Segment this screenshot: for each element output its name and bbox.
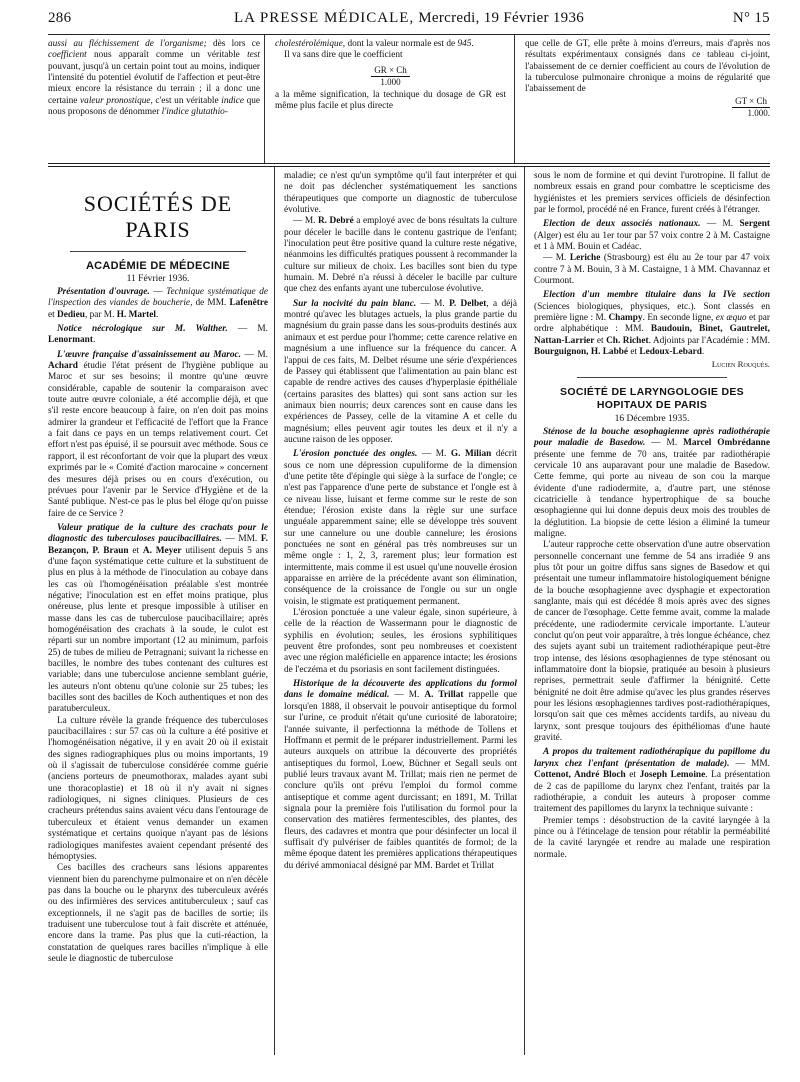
text-run: étudie l'état présent de l'hygiène publique au Maroc et sur ses besoins; il montre qu'une œuvre considérable, capable de soutenir la comparaison avec toute autre œuvre coloniale, a été accomplie déjà, et que s'il reste encore beaucoup à faire, on n'en doit pas moins admirer la grandeur et l'efficacité de l'effort que la France a fait dans ce pays en un temps relativement court. Cet effort n'est pas épuisé, il se poursuit avec méthode. Sous ce rapport, il est réconfortant de voir que la plupart des vœux exprimés par le « Comité d'action marocaine » concernent des mesures déjà prises ou en cours d'exécution, ou prévues pour l'avenir par le Service d'Hygiène et de la Santé publique. N'est-ce pas le plus bel éloge qu'on puisse faire de ce Service ?: [48, 361, 268, 519]
text-run: — MM.: [729, 758, 770, 769]
text-run: (Strasbourg) est élu au 2e tour par 47 voix contre 7 à M. Bouin, 3 à M. Castaigne, 1 à MM. Chavannaz et Courmont.: [534, 253, 770, 287]
author-name: Cottenot, André Bloch: [534, 770, 626, 781]
page-number: 286: [48, 10, 72, 26]
topic-title: Election de deux associés nationaux.: [543, 219, 701, 230]
text-run: (Sciences biologiques, physiques, etc.). Sont classés en première ligne : M.: [534, 301, 770, 324]
main-columns: [48, 167, 770, 1055]
issue-number: N° 15: [732, 10, 770, 26]
text-run: et: [48, 309, 58, 320]
paragraph: [534, 427, 770, 540]
topic-title: L'œuvre française d'assainissement au Maroc.: [57, 349, 241, 360]
column-1-text: [48, 287, 268, 965]
text-run: La culture révèle la grande fréquence des tuberculoses paucibacillaires : sur 57 cas où la culture a été positive et l'homogénéisation négative, il y en avait 20 où il existait des signes radiographiques plus ou moins importants, 19 où il s'agissait de tuberculose considérée comme guérie (anciens porteurs de pneumothorax, malades ayant subi une thoracoplastie) et 18 où il n'y avait ni signes radiologiques, ni signes cliniques. Plusieurs de ces cracheurs prétendus sains avaient vécu dans l'entourage de tuberculeux et étaient venus demander un examen systématique et certains quoique n'ayant pas de lésions radiologiques manifestes avaient cependant présenté des hémoptysies.: [48, 715, 268, 862]
author-name: G. Milian: [450, 449, 492, 460]
text-run: —: [149, 287, 167, 297]
author-name: A. Trillat: [424, 690, 464, 701]
author-name: Champy: [608, 313, 643, 324]
paragraph: [534, 171, 770, 216]
topic-title: Sur la nocivité du pain blanc.: [293, 298, 417, 309]
text-run: — M.: [645, 438, 684, 449]
author-signature: Lucien Rouquès.: [711, 358, 770, 369]
text-run: valeur pronostique,: [80, 95, 153, 106]
text-run: — M.: [700, 219, 740, 230]
text-run: l'indice glutathio-: [161, 107, 228, 118]
author-name: A. Meyer: [142, 545, 182, 556]
topic-title: Election d'un membre titulaire dans la IVe section: [543, 290, 770, 301]
text-run: rappelle que lorsqu'en 1888, il observait le pouvoir antiseptique du formol sur l'urine, ce produit n'était qu'une curiosité de laboratoire; l'année suivante, il perfectionna la méthode de Tollens et Hoffmann et permit de le préparer industriellement. Parmi les auteurs auxquels on attribue la découverte des propriétés antiseptiques du formol, Loew, Büchner et Segall seuls ont publié leurs travaux avant M. Trillat; mais rien ne permet de conclure qu'ils ont prévu l'emploi du formol comme antiseptique et comme agent durcissant; en 1891, M. Trillat signala pour la première fois l'utilisation du formol pour la conservation des matières fermentescibles, des plantes, des fleurs, des cadavres et montra que pour désinfecter un local il suffisait d'y pulvériser de faibles quantités de formol; de la même époque datent les premières applications thérapeutiques du dérivé ammoniacal désigné par MM. Bardet et Trillat: [284, 690, 517, 871]
paragraph: [534, 747, 770, 815]
text-run: L'auteur rapproche cette observation d'une autre observation personnelle concernant une femme de 54 ans irradiée 9 ans plus tôt pour un goitre diffus sans signes de Basedow et qui présentait une tumeur inflammatoire histologiquement bénigne de la bouche œsophagienne avec dysphagie et expectoration sanglante, mais qui est décédée 8 mois après avec des signes de cancer de l'œsophage. Cette femme avait, comme la malade précédente, une radiodermite cervicale importante. L'auteur conclut qu'on peut voir apparaître, à très longue échéance, chez des sujets ayant subi un traitement radiothérapique peut-être trop intense, des lésions œsophagiennes de type sténosant ou inflammatoire dont la biopsie, pratiquée au besoin à plusieurs reprises, permettrait seule d'affirmer la bénignité. Cette bénignité ne doit être admise qu'avec les plus grandes réserves pour les lésions œsophagiennes tardives post-radiothérapiques, lorsqu'on sait que ces mêmes accidents tardifs, au niveau du larynx, sont presque toujours des épithéliomas d'une haute gravité.: [534, 540, 770, 744]
text-run: coefficient: [48, 50, 87, 61]
text-run: — M.: [227, 324, 268, 335]
top-col2-paragraph: [275, 39, 506, 50]
paragraph: [284, 679, 517, 872]
text-run: que nous proposons de dénommer: [48, 95, 260, 118]
text-run: .: [701, 347, 705, 358]
paragraph: [284, 608, 517, 676]
author-name: Lafenêtre: [229, 298, 268, 309]
session-date: 11 Février 1936.: [126, 274, 190, 284]
text-run: — M.: [293, 216, 318, 227]
text-run: et: [128, 545, 143, 556]
topic-title: L'érosion ponctuée des ongles.: [293, 449, 418, 460]
text-run: — M.: [417, 449, 451, 460]
text-run: sous le nom de formine et qui devint l'urotropine. Il fallut de nombreux essais en grand pour combattre le scepticisme des hygiénistes et les premiers services officiels de désinfection par le formol, procédé né en France, furent créés à l'étranger.: [534, 171, 770, 216]
paragraph: [284, 171, 517, 216]
text-run: et: [628, 347, 640, 358]
author-name: R. Debré: [317, 216, 354, 227]
paragraph: [48, 523, 268, 716]
column-3: [524, 167, 770, 1055]
continuation-band: [48, 35, 770, 163]
paragraph: [534, 816, 770, 861]
formula-denominator: 1.000.: [747, 107, 770, 118]
formula-numerator: GT × Ch: [732, 96, 770, 108]
paragraph: [534, 540, 770, 744]
session-date: 16 Décembre 1935.: [614, 413, 690, 424]
text-run: et: [594, 335, 607, 346]
top-col2-paragraph: Il va sans dire que le coefficient: [284, 50, 403, 61]
text-run: Technique systématique de l'inspection des viandes de boucherie,: [48, 287, 268, 309]
paragraph: [48, 39, 260, 118]
top-column-1: [48, 35, 264, 163]
topic-title: Historique de la découverte des applications du formol dans le domaine médical.: [284, 679, 517, 701]
top-column-3: [514, 35, 770, 163]
formula-numerator: GR × Ch: [371, 65, 410, 77]
top-col3-paragraph: que celle de GT, elle prête à moins d'erreurs, mais d'après nos résultats expérimentaux consignés dans ce tableau ci-joint, l'abaissement de ce dernier coefficient au cours de l'évolution de la tuberculose pulmonaire chronique a moins de régularité que l'abaissement de: [525, 39, 770, 95]
paragraph: [284, 449, 517, 608]
author-name: Achard: [48, 361, 78, 372]
paragraph: [48, 287, 268, 321]
text-run: .: [92, 335, 96, 346]
author-name: Lenormant: [48, 335, 93, 346]
paragraph: [48, 716, 268, 863]
top-col2-paragraph: a la même signification, la technique du dosage de GR est même plus facile et plus directe: [275, 89, 506, 112]
text-run: indice: [221, 95, 244, 106]
text-run: test: [247, 50, 260, 61]
text-run: a employé avec de bons résultats la culture pour déceler le bacille dans le contenu gastrique de l'enfant; l'inoculation peut être positive quand la culture reste négative, néanmoins les difficultés pratiques poussent à recommander la culture sur milieux de choix. Les bacilles sont bien du type humain. M. Debré n'a réussi à déceler le bacille par culture que chez des enfants ayant une tuberculose évolutive.: [284, 216, 517, 295]
topic-title: Sténose de la bouche œsophagienne après radiothérapie pour maladie de Basedow.: [534, 426, 770, 449]
text-run: dès lors ce: [206, 39, 260, 49]
text-run: décrit sous ce nom une dépression cupuliforme de la dimension d'une petite tête d'épingle qui siège à la surface de l'ongle; ce n'est pas l'apparence d'une perte de substance et l'ongle est à ce niveau lisse, luisant et ferme comme sur le reste de son étendue; l'érosion existe dans la règle sur une surface unguéale apparemment saine; elle se développe très souvent sur une cannelure ou une double cannelure; les érosions ponctuées ne sont en général pas très nombreuses sur un même ongle : 1, 2, 3, rarement plus; leur formation est intermittente, mais comme il est usuel qu'une nouvelle érosion apparaisse en arrière de la précédente avant son élimination, conséquence de la croissance de l'ongle ou sur un ongle voisin, le stigmate est pratiquement permanent.: [284, 449, 517, 607]
issue-date: Mercredi, 19 Février 1936: [418, 10, 585, 26]
paragraph: [534, 253, 770, 287]
author-name: Bourguignon, H. Labbé: [534, 347, 629, 358]
short-rule: [577, 377, 727, 378]
formula-denominator: 1.000: [380, 76, 401, 87]
text-run: (Alger) est élu au 1er tour par 57 voix contre 2 à M. Castaigne et 1 à MM. Bouin et Cadéac.: [534, 230, 770, 253]
top-column-2: [264, 35, 514, 163]
text-run: cholestérolémique,: [275, 39, 346, 49]
paragraph: [534, 219, 770, 253]
author-name: H. Martel: [116, 309, 156, 320]
author-name: Baudouin, Binet, Gautrelet, Nattan-Larrier: [534, 324, 770, 346]
text-run: — M.: [389, 690, 425, 701]
text-run: . Adjoints par l'Académie : MM.: [648, 335, 770, 346]
text-run: dont la valeur normale est de: [345, 39, 458, 49]
running-header: [48, 10, 770, 34]
text-run: . En seconde ligne,: [642, 313, 716, 324]
paragraph: [284, 299, 517, 446]
text-run: — M.: [240, 349, 268, 360]
text-run: de MM.: [192, 298, 230, 309]
text-run: et: [625, 770, 640, 781]
text-run: 945: [457, 39, 472, 49]
text-run: nous apparaît comme un véritable: [86, 50, 248, 61]
coefficient-formula: [275, 65, 506, 88]
paragraph: [534, 290, 770, 358]
text-run: Premier temps : désobstruction de la cavité laryngée à la pince ou à l'étincelage de tension pour rétablir la perméabilité de la cavité laryngée et rendre au malade une respiration normale.: [534, 815, 770, 860]
top-col1-text: [48, 39, 260, 118]
masthead-title: [128, 10, 690, 27]
column-3-text-a: [534, 171, 770, 359]
author-name: Dedieu: [57, 309, 85, 320]
text-run: maladie; ce n'est qu'un symptôme qu'il faut interpréter et qui ne doit pas déclencher systématiquement les sanctions thérapeutiques que comporte un diagnostic de tuberculose évolutive.: [284, 171, 517, 216]
text-run: pouvant, jusqu'à un certain point tout au moins, indiquer l'intensité du potentiel évolutif de l'affection et peut-être mieux encore la résistance du terrain ; il a donc une certaine: [48, 61, 260, 106]
author-name: P. Delbet: [449, 298, 487, 309]
author-name: Joseph Lemoine: [639, 770, 706, 781]
text-run: — M.: [416, 298, 450, 309]
text-run: utilisent depuis 5 ans d'une façon systématique cette culture et la substituent de plus en plus à la méthode de l'inoculation au cobaye dans les cas où l'homogénéisation préalable s'est montrée négative; l'inoculation est en effet moins pratique, plus onéreuse, plus lente et presque impossible à utiliser en masse dans les cas de tuberculose paucibacillaire; après homogénéisation des crachats à la soude, le culot est réparti sur un nombre important (12 au minimum, parfois 25) de tubes de milieu de Petragnani; suivant la richesse en bacilles, le nombre des tubes contenant des cultures est variable; dans une tuberculose ancienne semblant guérie, les auteurs n'ont obtenu qu'une colonie sur 25 tubes; les bacilles sont des bacilles de Koch authentiques et non des paratuberculeux.: [48, 545, 268, 715]
text-run: , par M.: [84, 309, 117, 320]
topic-title: Valeur pratique de la culture des crachats pour le diagnostic des tuberculoses paucibacillaires.: [48, 522, 268, 545]
text-run: présente une femme de 70 ans, traitée par radiothérapie cervicale 10 ans auparavant pour une maladie de Basedow. Cette femme, qui porte au niveau de son cou la marque évidente d'une radiodermite, a, d'autre part, une sténose cicatricielle à tendance hypertrophique de sa bouche œsophagienne qui lui donne depuis deux mois des troubles de la déglutition. La biopsie de cette lésion a éliminé la tumeur maligne.: [534, 449, 770, 539]
coefficient-formula: [525, 96, 770, 119]
author-name: Marcel Ombrédanne: [683, 438, 770, 449]
text-run: ex æquo: [715, 313, 747, 324]
author-name: Sergent: [739, 219, 770, 230]
paragraph: [48, 350, 268, 520]
section-banner: SOCIÉTÉS DE PARIS: [70, 191, 246, 252]
author-name: Ledoux-Lebard: [639, 347, 702, 358]
paragraph: [284, 216, 517, 295]
text-run: .: [471, 39, 474, 49]
society-heading: ACADÉMIE DE MÉDECINE: [85, 260, 231, 272]
paragraph: [48, 863, 268, 965]
text-run: , a déjà montré qu'avec les blutages actuels, la plus grande partie du magnésium du grain passe dans les sous-produits destinés aux animaux et est perdue pour l'homme; cette carence relative en magnésium a une influence sur la fréquence du cancer. A l'appui de ces faits, M. Delbet résume une série d'expériences de Passey qui établissent que l'alimentation au pain blanc est capable de rendre actives des causes d'hyperplasie épithéliale (certains parasites des blattes) qui sont sans action sur les animaux bien nourris; deux carences sont en cause dans les expériences de Passey, celle de la vitamine A et celle du magnésium; elles peuvent agir toutes les deux et il n'y a aucune raison de les opposer.: [284, 298, 517, 445]
column-2-text: [284, 171, 517, 872]
text-run: et par ordre alphabétique : MM.: [534, 313, 770, 335]
publication-name: LA PRESSE MÉDICALE,: [233, 10, 415, 26]
author-name: F. Bezançon, P. Braun: [48, 534, 268, 556]
paragraph: [48, 324, 268, 347]
column-1: [48, 167, 274, 1055]
text-run: Ces bacilles des cracheurs sans lésions apparentes viennent bien du parenchyme pulmonaire et on n'en décèle pas dans la bouche ou le pharynx des tuberculeux avérés ou des infirmières des services antituberculeux ; sauf cas exceptionnels, il ne s'agit pas de bacilles de sortie; ils traduisent une tuberculose tout à fait discrète et atténuée, encore dans la trame. Pas plus que la cuti-réaction, la constatation de quelques rares bacilles n'implique à elle seule le diagnostic de tuberculose: [48, 863, 268, 964]
text-run: aussi au fléchissement de l'organisme;: [48, 39, 207, 49]
text-run: . La présentation de 2 cas de papillome du larynx chez l'enfant, traités par la radiothérapie, a conduit les auteurs à proposer comme traitement des papillomes du larynx la technique suivante :: [534, 770, 770, 815]
topic-title: A propos du traitement radiothérapique du papillome du larynx chez l'enfant (présentation de malade).: [534, 747, 770, 769]
text-run: — M.: [543, 253, 570, 264]
text-run: .: [155, 309, 159, 320]
topic-title: Présentation d'ouvrage.: [57, 287, 150, 297]
text-run: L'érosion ponctuée a une valeur égale, sinon supérieure, à celle de la réaction de Wassermann pour le diagnostic de syphilis en évolution; seules, les érosions syphilitiques peuvent être profondes, sont peu nombreuses et coexistent avec une région maléficielle en apparence intacte; les érosions de l'eczéma et du psoriasis en sont facilement distinguées.: [284, 608, 517, 675]
author-name: Ch. Richet: [606, 335, 649, 346]
society-heading: SOCIÉTÉ DE LARYNGOLOGIE DES HOPITAUX DE PARIS: [560, 385, 744, 411]
topic-title: Notice nécrologique sur M. Walther.: [57, 324, 228, 335]
column-2: [274, 167, 524, 1055]
author-name: Leriche: [569, 253, 601, 264]
column-3-text-b: [534, 427, 770, 861]
text-run: c'est un véritable: [152, 95, 222, 106]
text-run: — MM.: [221, 534, 261, 545]
